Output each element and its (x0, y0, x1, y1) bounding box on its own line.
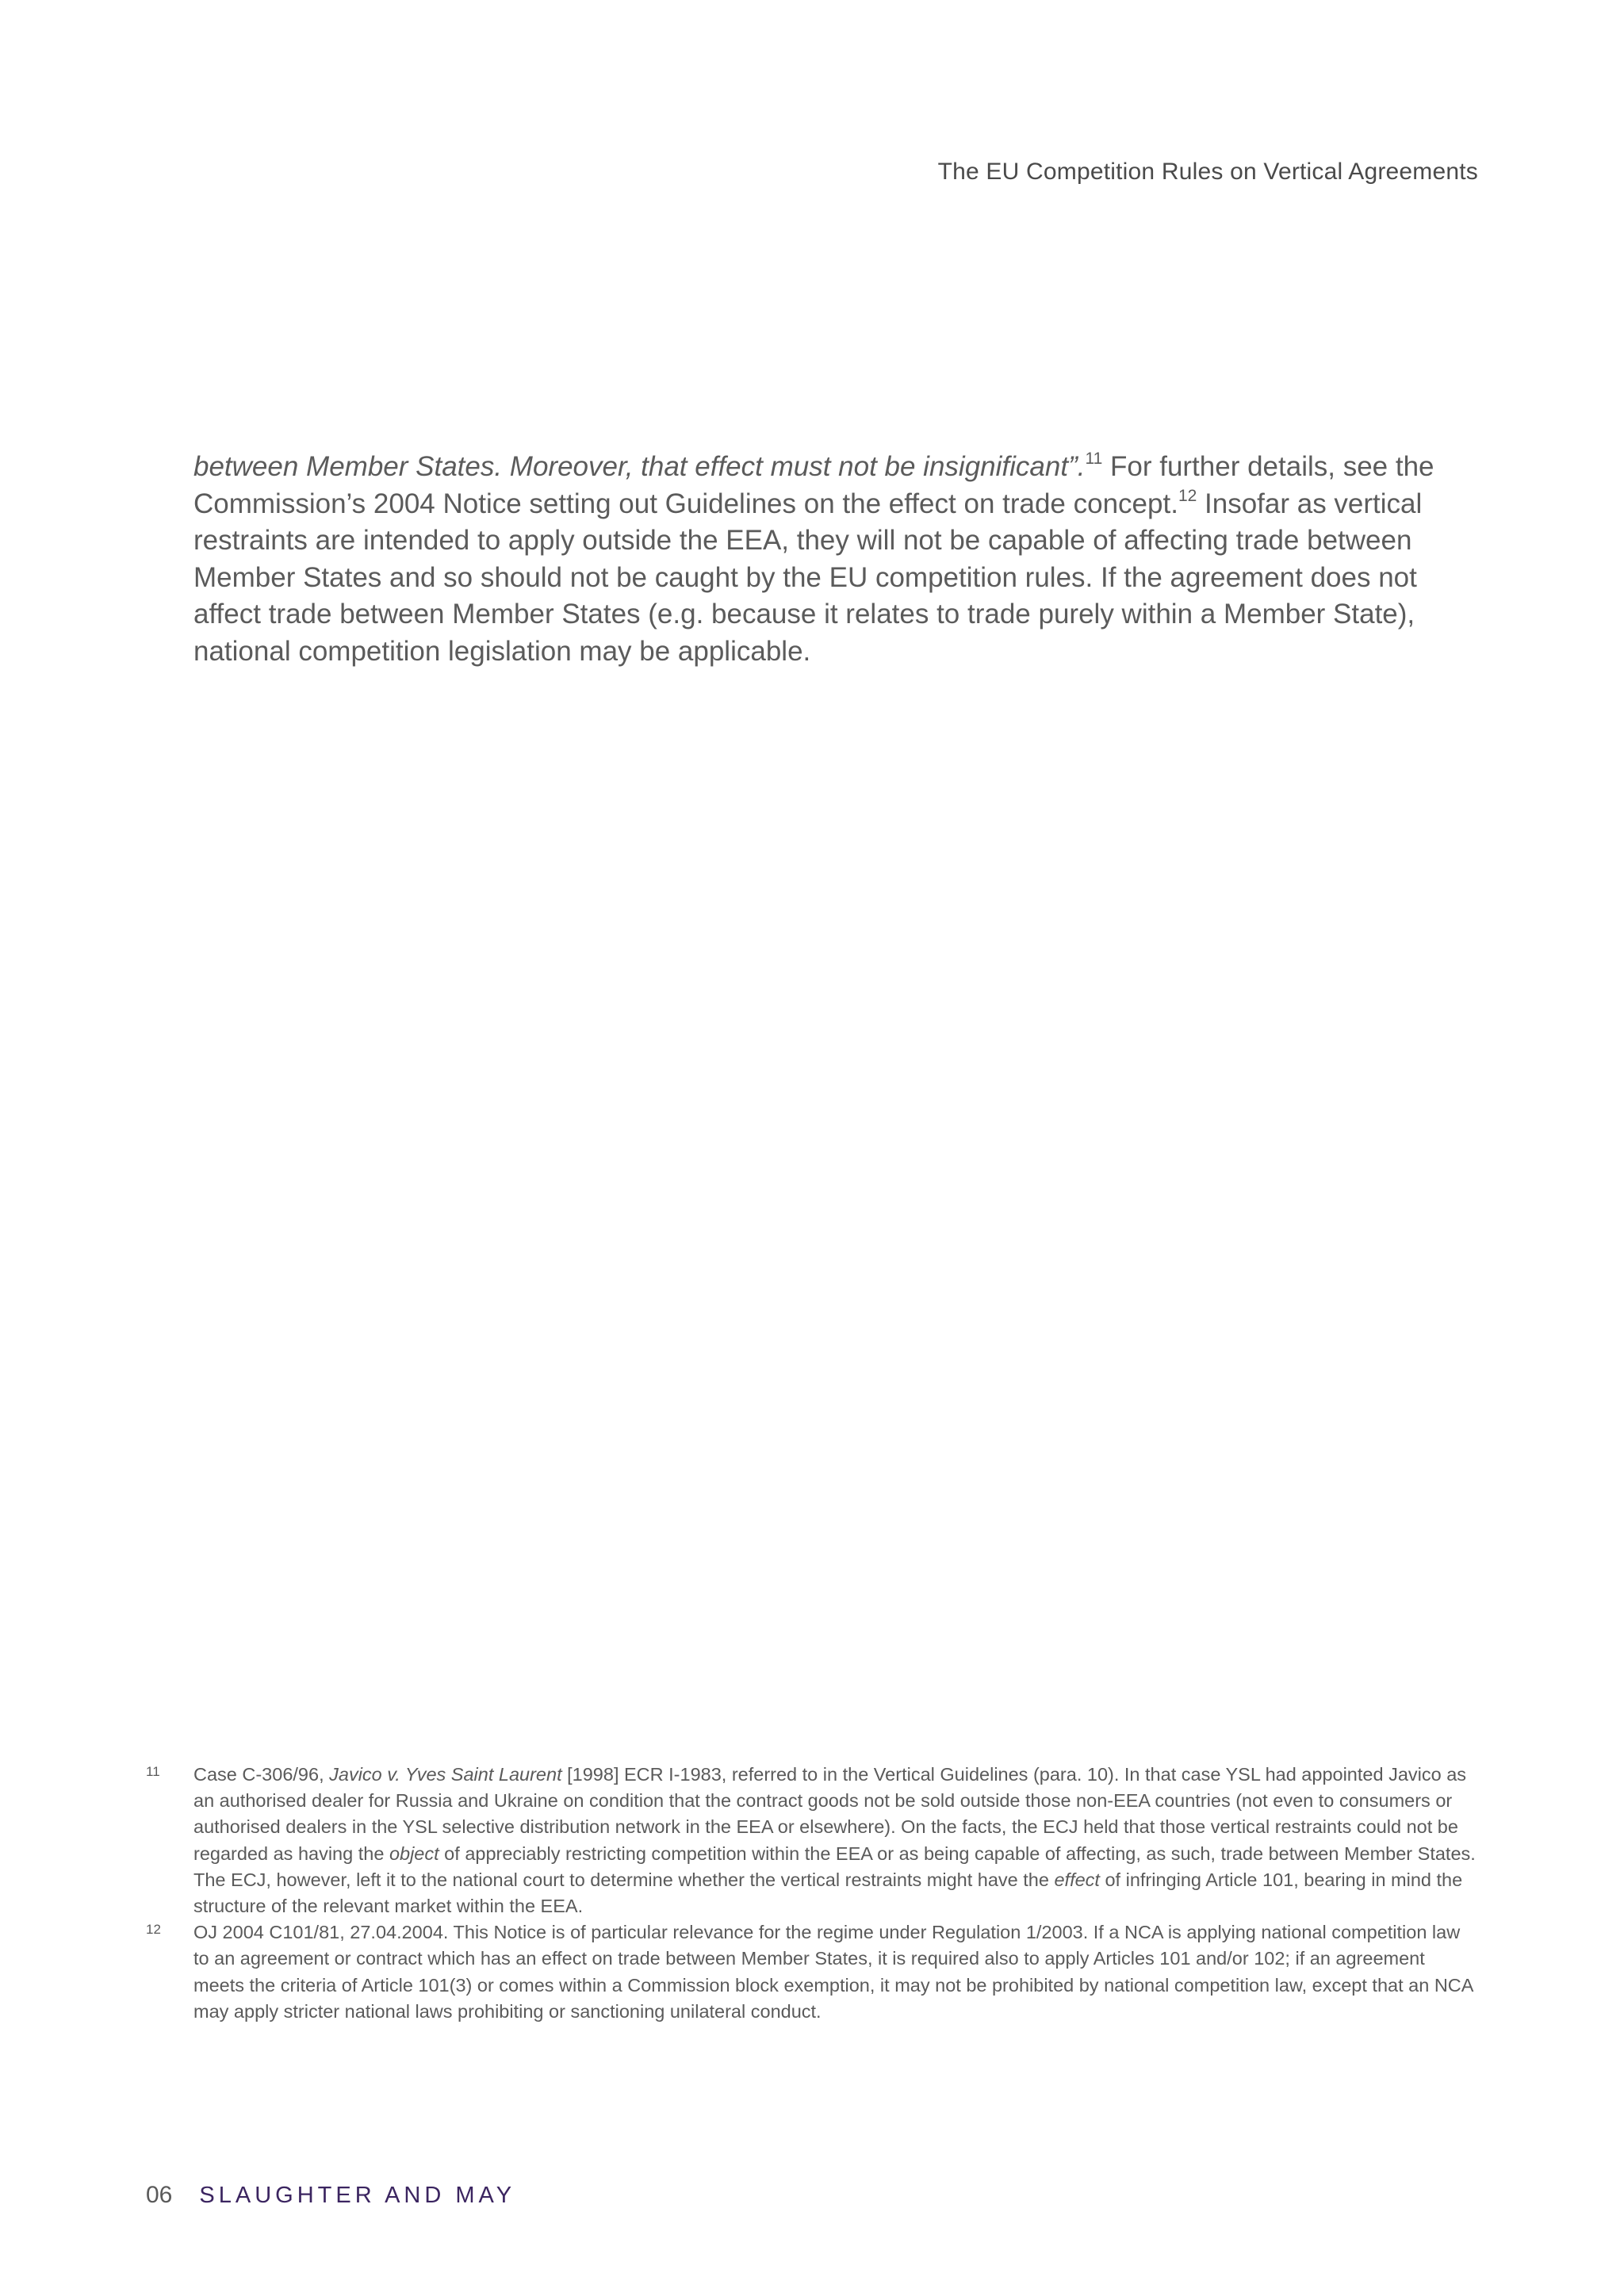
footnote-number: 11 (146, 1764, 160, 1779)
body-text-1: For further details, see the Commission’s 2004 Notice setting out Guidelines on the effect on trade concept. (193, 451, 1434, 519)
footnote-number: 12 (146, 1922, 161, 1938)
footnote-11 (146, 1762, 1478, 1919)
footnote-ref-12[interactable]: 12 (1178, 486, 1197, 505)
page-number: 06 (146, 2182, 173, 2208)
body-paragraph (193, 449, 1478, 670)
brand-name: SLAUGHTER AND MAY (199, 2183, 516, 2208)
footnote-text: Case C-306/96, Javico v. Yves Saint Laurent [1998] ECR I-1983, referred to in the Vertical Guidelines (para. 10). In that case YSL had appointed Javico as an authorised dealer for Russia and Ukraine on condition that the contract goods not be sold outside those non-EEA countries (not even to consumers or authorised dealers in the YSL selective distribution network in the EEA or elsewhere). On the facts, the ECJ held that those vertical restraints could not be regarded as having the object of appreciably restricting competition within the EEA or as being capable of affecting, as such, trade between Member States. The ECJ, however, left it to the national court to determine whether the vertical restraints might have the effect of infringing Article 101, bearing in mind the structure of the relevant market within the EEA. (193, 1764, 1476, 1917)
footnotes (146, 1762, 1478, 2025)
body-text-2: Insofar as vertical restraints are intended to apply outside the EEA, they will not be capable of affecting trade between Member States and so should not be caught by the EU competition rules. If the agreement does not affect trade between Member States (e.g. because it relates to trade purely within a Member State), national competition legislation may be applicable. (193, 488, 1423, 667)
footnote-ref-11[interactable]: 11 (1085, 450, 1103, 469)
footnote-12 (146, 1919, 1478, 2025)
italic-quote: between Member States. Moreover, that effect must not be insignificant”. (193, 451, 1086, 482)
running-header: The EU Competition Rules on Vertical Agreements (937, 159, 1478, 185)
footnote-text: OJ 2004 C101/81, 27.04.2004. This Notice is of particular relevance for the regime under Regulation 1/2003. If a NCA is applying national competition law to an agreement or contract which has an effect on trade between Member States, it is required also to apply Articles 101 and/or 102; if an agreement meets the criteria of Article 101(3) or comes within a Commission block exemption, it may not be prohibited by national competition law, except that an NCA may apply stricter national laws prohibiting or sanctioning unilateral conduct. (193, 1922, 1473, 2022)
page-footer (146, 2182, 515, 2209)
